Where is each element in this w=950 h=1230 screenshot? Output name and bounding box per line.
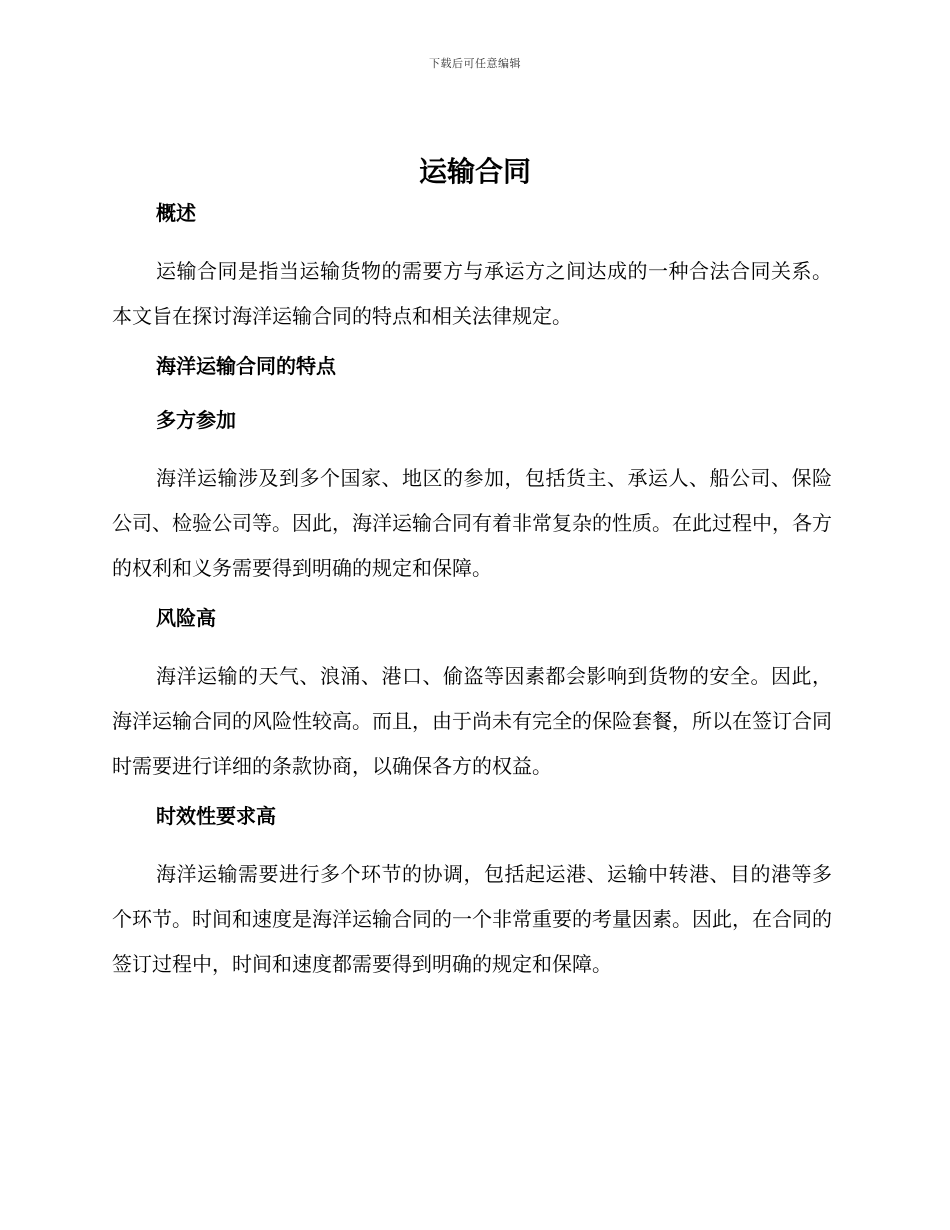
section-paragraph-multi-party: 海洋运输涉及到多个国家、地区的参加，包括货主、承运人、船公司、保险公司、检验公司等。因此，海洋运输合同有着非常复杂的性质。在此过程中，各方的权利和义务需要得到明确的规定和保障。 [112, 466, 832, 580]
section-heading-timeliness: 时效性要求高 [156, 804, 276, 828]
section-paragraph-overview: 运输合同是指当运输货物的需要方与承运方之间达成的一种合法合同关系。本文旨在探讨海洋运输合同的特点和相关法律规定。 [112, 259, 832, 328]
section-heading-overview: 概述 [156, 201, 196, 225]
section-heading-high-risk: 风险高 [156, 606, 216, 630]
header-note: 下载后可任意编辑 [429, 57, 521, 70]
document-body [112, 195, 832, 987]
section-paragraph-high-risk: 海洋运输的天气、浪涌、港口、偷盗等因素都会影响到货物的安全。因此，海洋运输合同的风险性较高。而且，由于尚未有完全的保险套餐，所以在签订合同时需要进行详细的条款协商，以确保各方的权益。 [112, 664, 832, 778]
document-title: 运输合同 [418, 155, 531, 188]
section-paragraph-timeliness: 海洋运输需要进行多个环节的协调，包括起运港、运输中转港、目的港等多个环节。时间和速度是海洋运输合同的一个非常重要的考量因素。因此，在合同的签订过程中，时间和速度都需要得到明确的规定和保障。 [112, 862, 832, 976]
section-heading-features: 海洋运输合同的特点 [156, 354, 336, 378]
section-heading-multi-party: 多方参加 [156, 408, 236, 432]
